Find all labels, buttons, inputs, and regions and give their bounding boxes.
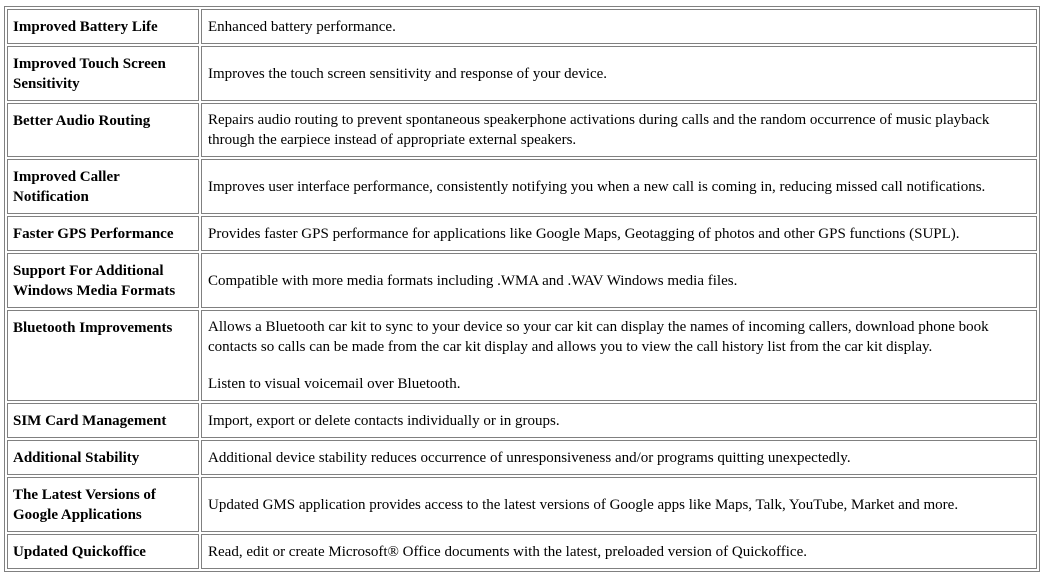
feature-description-cell — [201, 310, 1037, 401]
table-row — [7, 9, 1037, 44]
feature-name-cell: Faster GPS Performance — [7, 216, 199, 251]
feature-description-cell — [201, 159, 1037, 214]
feature-name-cell: Additional Stability — [7, 440, 199, 475]
table-row — [7, 477, 1037, 532]
feature-description-cell — [201, 253, 1037, 308]
feature-description-paragraph: Compatible with more media formats including .WMA and .WAV Windows media files. — [208, 272, 738, 289]
feature-description-paragraph: Listen to visual voicemail over Bluetooth. — [208, 376, 461, 392]
feature-name-cell: Bluetooth Improvements — [7, 310, 199, 401]
feature-name-cell: Better Audio Routing — [7, 103, 199, 157]
feature-name-cell: Support For Additional Windows Media Formats — [7, 253, 199, 308]
feature-description-cell — [201, 216, 1037, 251]
feature-description-cell — [201, 534, 1037, 569]
feature-description-cell — [201, 9, 1037, 44]
feature-description-paragraph: Enhanced battery performance. — [208, 18, 396, 35]
feature-description-paragraph: Additional device stability reduces occurrence of unresponsiveness and/or programs quitting unexpectedly. — [208, 449, 851, 466]
table-row — [7, 310, 1037, 401]
feature-description-paragraph: Repairs audio routing to prevent spontaneous speakerphone activations during calls and the random occurrence of music playback through the earpiece instead of appropriate external speakers. — [208, 112, 990, 148]
table-row — [7, 103, 1037, 157]
feature-description-cell — [201, 103, 1037, 157]
feature-name-cell: Improved Battery Life — [7, 9, 199, 44]
feature-description-cell — [201, 477, 1037, 532]
feature-description-paragraph: Import, export or delete contacts individually or in groups. — [208, 412, 560, 429]
feature-description-paragraph: Improves user interface performance, consistently notifying you when a new call is coming in, reducing missed call notifications. — [208, 178, 986, 195]
feature-description-cell — [201, 440, 1037, 475]
table-row — [7, 534, 1037, 569]
features-table-body — [7, 9, 1037, 569]
feature-description-cell — [201, 403, 1037, 438]
table-row — [7, 403, 1037, 438]
feature-description-paragraph: Allows a Bluetooth car kit to sync to your device so your car kit can display the names of incoming callers, download phone book contacts so calls can be made from the car kit display and allows you to view the call history list from the car kit display. — [208, 319, 989, 355]
feature-description-paragraph: Read, edit or create Microsoft® Office documents with the latest, preloaded version of Quickoffice. — [208, 543, 807, 560]
table-row — [7, 440, 1037, 475]
table-row — [7, 46, 1037, 101]
feature-description-cell — [201, 46, 1037, 101]
features-table — [4, 6, 1040, 572]
feature-name-cell: Improved Touch Screen Sensitivity — [7, 46, 199, 101]
feature-description-paragraph: Updated GMS application provides access to the latest versions of Google apps like Maps, Talk, YouTube, Market and more. — [208, 496, 959, 513]
feature-description-paragraph: Provides faster GPS performance for applications like Google Maps, Geotagging of photos and other GPS functions (SUPL). — [208, 225, 960, 242]
feature-name-cell: SIM Card Management — [7, 403, 199, 438]
table-row — [7, 253, 1037, 308]
table-row — [7, 216, 1037, 251]
feature-name-cell: Improved Caller Notification — [7, 159, 199, 214]
table-row — [7, 159, 1037, 214]
feature-description-paragraph: Improves the touch screen sensitivity and response of your device. — [208, 65, 608, 82]
feature-name-cell: Updated Quickoffice — [7, 534, 199, 569]
feature-name-cell: The Latest Versions of Google Applications — [7, 477, 199, 532]
